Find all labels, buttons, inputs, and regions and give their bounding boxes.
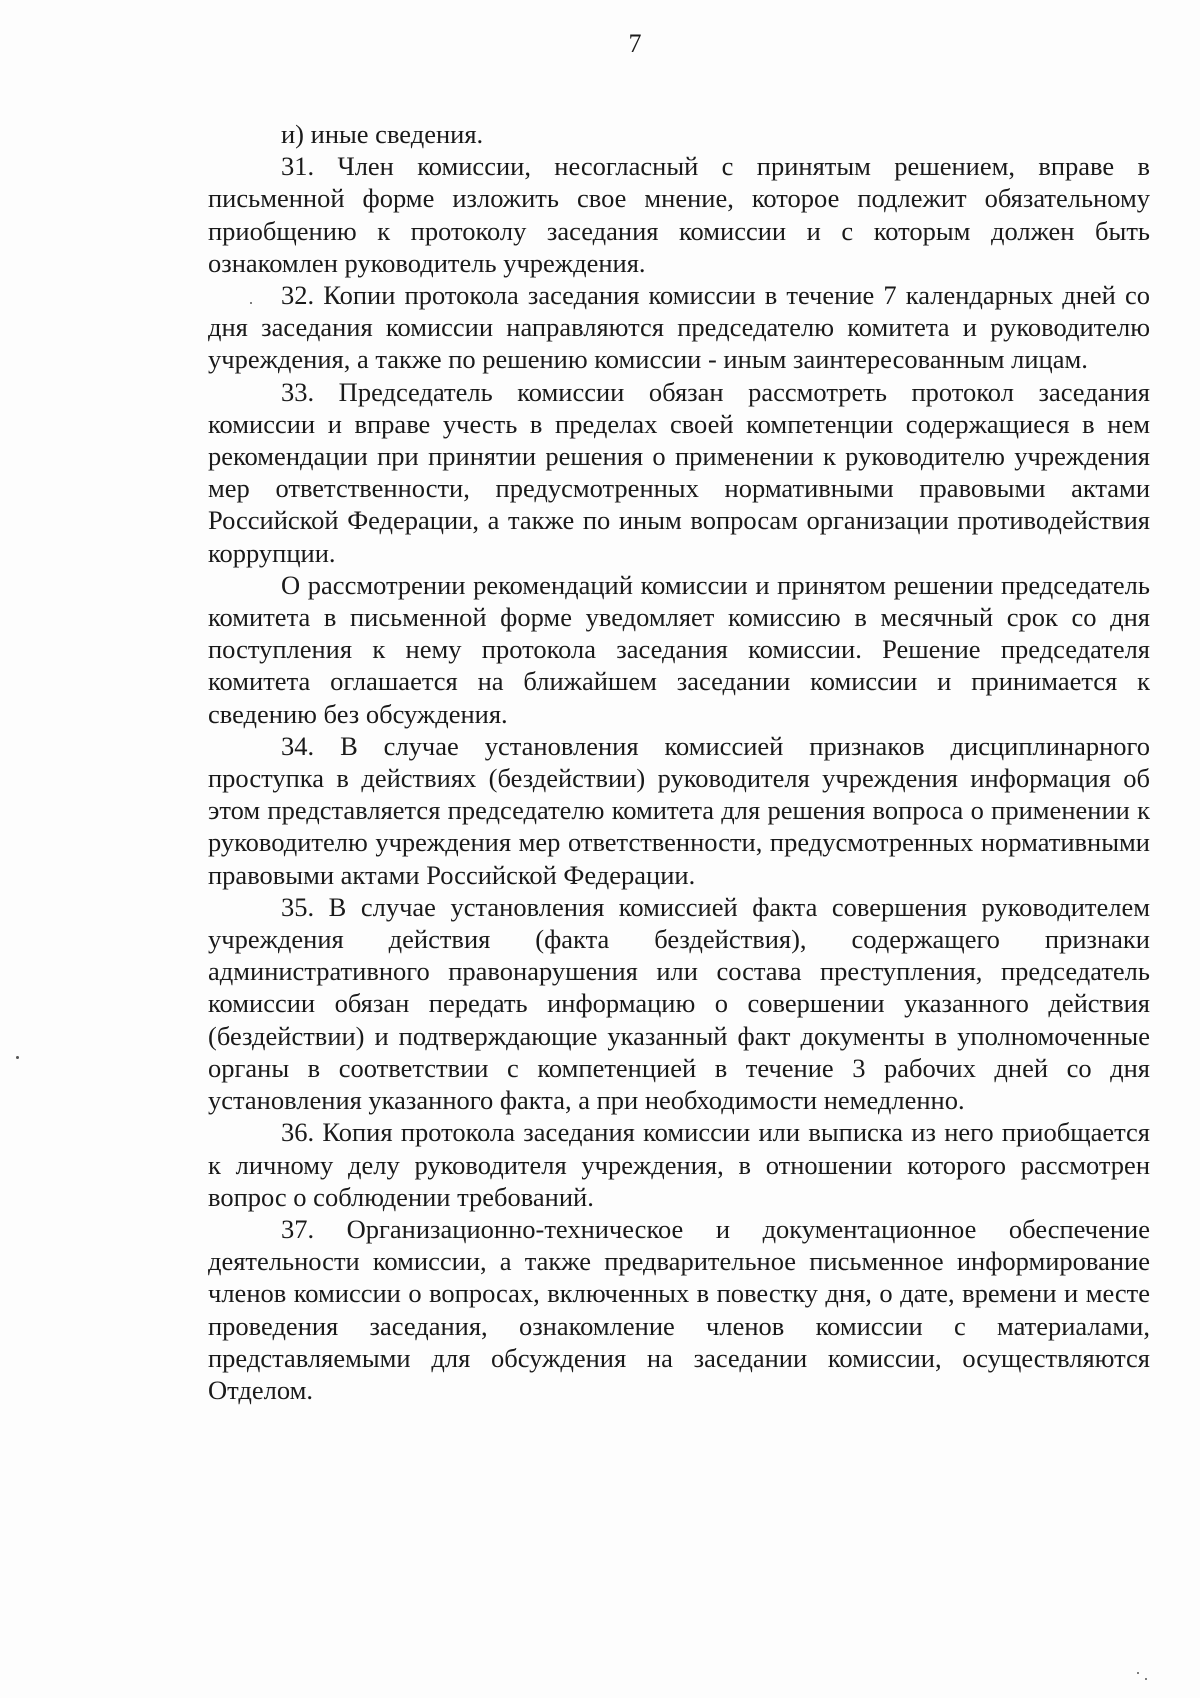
paragraph-31: 31. Член комиссии, несогласный с принятым решением, вправе в письменной форме изложить свое мнение, которое подлежит обязательному приобщению к протоколу заседания комиссии и с которым должен быть ознакомлен руководитель учреждения. [208, 151, 1150, 278]
scan-speck [1137, 1672, 1139, 1674]
scan-speck [1145, 1678, 1147, 1680]
document-body [208, 118, 1150, 1406]
paragraph-37: 37. Организационно-техническое и документационное обеспечение деятельности комиссии, а также предварительное письменное информирование членов комиссии о вопросах, включенных в повестку дня, о дате, времени и месте проведения заседания, ознакомление членов комиссии с материалами, представляемыми для обсуждения на заседании комиссии, осуществляются Отделом. [208, 1213, 1150, 1405]
paragraph-36: 36. Копия протокола заседания комиссии или выписка из него приобщается к личному делу руководителя учреждения, в отношении которого рассмотрен вопрос о соблюдении требований. [208, 1117, 1150, 1212]
paragraph-35: 35. В случае установления комиссией факта совершения руководителем учреждения действия (факта бездействия), содержащего признаки административного правонарушения или состава преступления, председатель комиссии обязан передать информацию о совершении указанного действия (бездействии) и подтверждающие указанный факт документы в уполномоченные органы в соответствии с компетенцией в течение 3 рабочих дней со дня установления указанного факта, а при необходимости немедленно. [208, 891, 1150, 1116]
paragraph-item-i: и) иные сведения. [281, 119, 484, 149]
scan-speck [16, 1056, 19, 1059]
paragraph-32: 32. Копии протокола заседания комиссии в течение 7 календарных дней со дня заседания комиссии направляются председателю комитета и руководителю учреждения, а также по решению комиссии - иным заинтересованным лицам. [208, 280, 1150, 375]
paragraph-33: 33. Председатель комиссии обязан рассмотреть протокол заседания комиссии и вправе учесть в пределах своей компетенции содержащиеся в нем рекомендации при принятии решения о применении к руководителю учреждения мер ответственности, предусмотренных нормативными правовыми актами Российской Федерации, а также по иным вопросам организации противодействия коррупции. [208, 376, 1150, 568]
scan-speck [250, 302, 252, 304]
page-number: 7 [628, 29, 642, 58]
paragraph-34: 34. В случае установления комиссией признаков дисциплинарного проступка в действиях (бездействии) руководителя учреждения информация об этом представляется председателю комитета для решения вопроса о применении к руководителю учреждения мер ответственности, предусмотренных нормативными правовыми актами Российской Федерации. [208, 730, 1150, 890]
paragraph-33-continuation: О рассмотрении рекомендаций комиссии и принятом решении председатель комитета в письменной форме уведомляет комиссию в месячный срок со дня поступления к нему протокола заседания комиссии. Решение председателя комитета оглашается на ближайшем заседании комиссии и принимается к сведению без обсуждения. [208, 569, 1150, 729]
